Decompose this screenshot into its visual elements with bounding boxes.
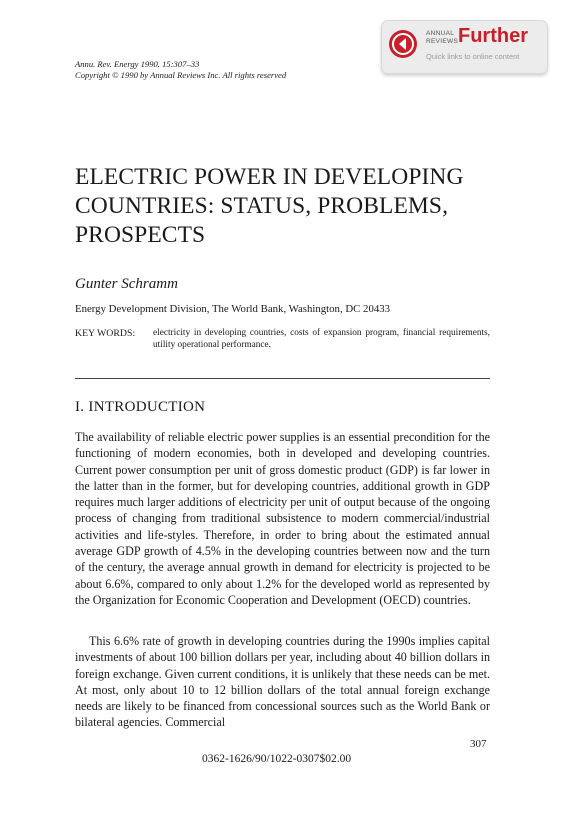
journal-copyright: Copyright © 1990 by Annual Reviews Inc. All rights reserved (75, 70, 287, 80)
article-code: 0362-1626/90/1022-0307$02.00 (202, 753, 352, 765)
body-paragraph-2: This 6.6% rate of growth in developing countries during the 1990s implies capital investments of about 100 billion dollars per year, including about 40 billion dollars in foreign exchange. Given current conditions, it is unlikely that these needs can be met. At most, only about 10 to 12 billion dollars of the total annual foreign exchange needs are likely to be financed from concessional sources such as the World Bank or bilateral agencies. Commercial (75, 634, 490, 730)
page-number: 307 (470, 738, 487, 750)
further-subtitle: Quick links to online content (426, 52, 520, 61)
article-title: ELECTRIC POWER IN DEVELOPING COUNTRIES: STATUS, PROBLEMS, PROSPECTS (75, 164, 464, 248)
author-name: Gunter Schramm (75, 276, 178, 292)
annual-reviews-further-banner[interactable] (381, 20, 548, 74)
journal-header (75, 59, 286, 81)
keywords-label: KEY WORDS: (75, 328, 136, 339)
keywords-text: electricity in developing countries, costs of expansion program, financial requirements, utility operational performance. (153, 328, 490, 350)
annual-reviews-logo-text: ANNUAL REVIEWS (426, 30, 459, 45)
journal-citation: Annu. Rev. Energy 1990. 15:307–33 (75, 59, 200, 69)
body-paragraph-1: The availability of reliable electric power supplies is an essential precondition for the functioning of modern economies, both in developed and developing countries. Current power consumption per unit of gross domestic product (GDP) is far lower in the latter than in the former, but for developing countries, additional growth in GDP requires much larger additions of electricity per unit of output because of the ongoing process of changing from traditional subsistence to modern commercial/industrial activities and life-styles. Therefore, in order to bring about the estimated annual average GDP growth of 4.5% in the developing countries between now and the turn of the century, the average annual growth in demand for electricity is projected to be about 6.6%, compared to only about 1.2% for the developed world as represented by the Organization for Economic Cooperation and Development (OECD) countries. (75, 430, 490, 607)
back-arrow-icon (389, 30, 417, 58)
author-affiliation: Energy Development Division, The World Bank, Washington, DC 20433 (75, 303, 391, 315)
header-divider (75, 378, 490, 379)
section-heading: I. INTRODUCTION (75, 399, 206, 415)
further-label: Further (458, 25, 528, 47)
